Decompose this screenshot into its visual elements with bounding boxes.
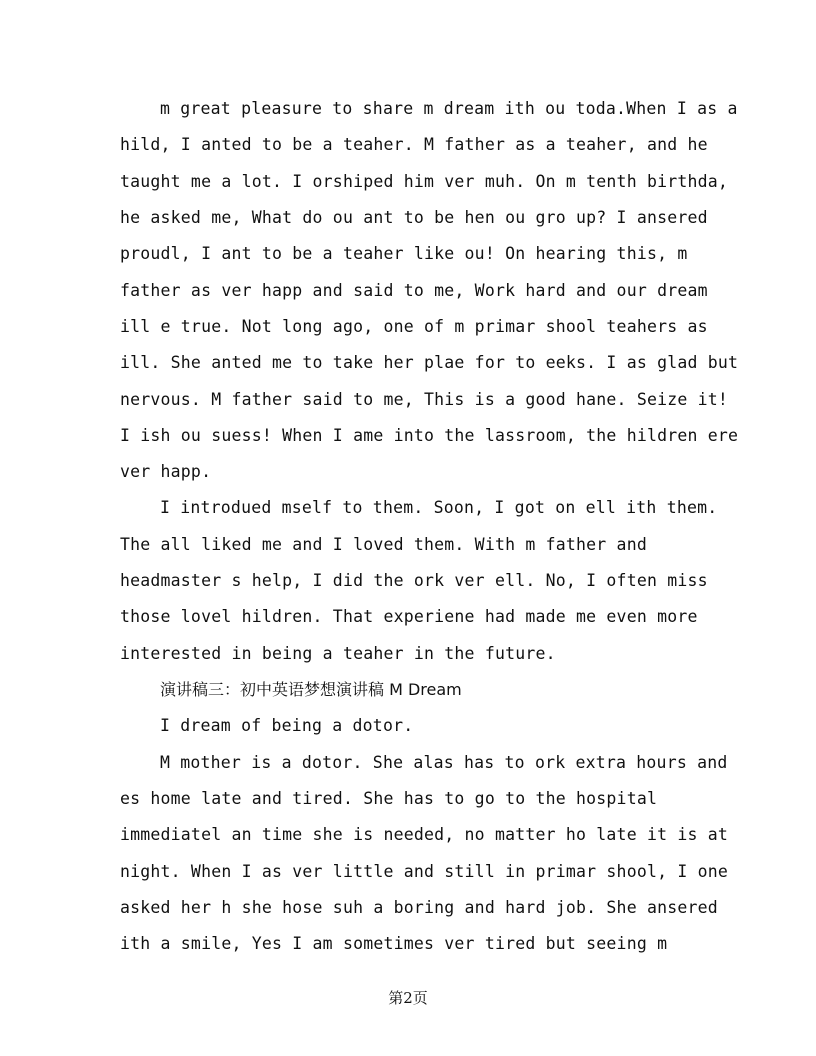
paragraph-1-line-8: ill. She anted me to take her plae for to eeks. I as glad but: [120, 353, 739, 372]
paragraph-5-line-5: asked her h she hose suh a boring and hard job. She ansered: [120, 898, 718, 917]
paragraph-5-line-6: ith a smile, Yes I am sometimes ver tired but seeing m: [120, 934, 668, 953]
paragraph-5-line-4: night. When I as ver little and still in primar shool, I one: [120, 862, 729, 881]
paragraph-1-line-6: father as ver happ and said to me, Work hard and our dream: [120, 281, 708, 300]
paragraph-1-line-2: hild, I anted to be a teaher. M father as a teaher, and he: [120, 135, 708, 154]
paragraph-1-line-5: proudl, I ant to be a teaher like ou! On hearing this, m: [120, 244, 688, 263]
section-heading: 演讲稿三：初中英语梦想演讲稿 M Dream: [160, 680, 462, 699]
paragraph-2-line-3: headmaster s help, I did the ork ver ell. No, I often miss: [120, 571, 708, 590]
paragraph-5-line-2: es home late and tired. She has to go to the hospital: [120, 789, 658, 808]
paragraph-1-line-10: I ish ou suess! When I ame into the lassroom, the hildren ere: [120, 426, 739, 445]
paragraph-5-line-3: immediatel an time she is needed, no matter ho late it is at: [120, 825, 729, 844]
paragraph-4-line-1: I dream of being a dotor.: [160, 716, 414, 735]
paragraph-5-line-1: M mother is a dotor. She alas has to ork extra hours and: [160, 753, 728, 772]
paragraph-2-line-1: I introdued mself to them. Soon, I got on ell ith them.: [160, 498, 718, 517]
paragraph-1-line-7: ill e true. Not long ago, one of m primar shool teahers as: [120, 317, 708, 336]
paragraph-1-line-1: m great pleasure to share m dream ith ou toda.When I as a: [160, 99, 738, 118]
paragraph-1-line-4: he asked me, What do ou ant to be hen ou gro up? I ansered: [120, 208, 708, 227]
page-number: 第2页: [388, 989, 428, 1007]
paragraph-2-line-4: those lovel hildren. That experiene had made me even more: [120, 607, 698, 626]
paragraph-1-line-11: ver happ.: [120, 462, 212, 481]
paragraph-2-line-5: interested in being a teaher in the future.: [120, 644, 556, 663]
paragraph-1-line-9: nervous. M father said to me, This is a good hane. Seize it!: [120, 390, 729, 409]
paragraph-2-line-2: The all liked me and I loved them. With m father and: [120, 535, 647, 554]
paragraph-1-line-3: taught me a lot. I orshiped him ver muh. On m tenth birthda,: [120, 172, 729, 191]
